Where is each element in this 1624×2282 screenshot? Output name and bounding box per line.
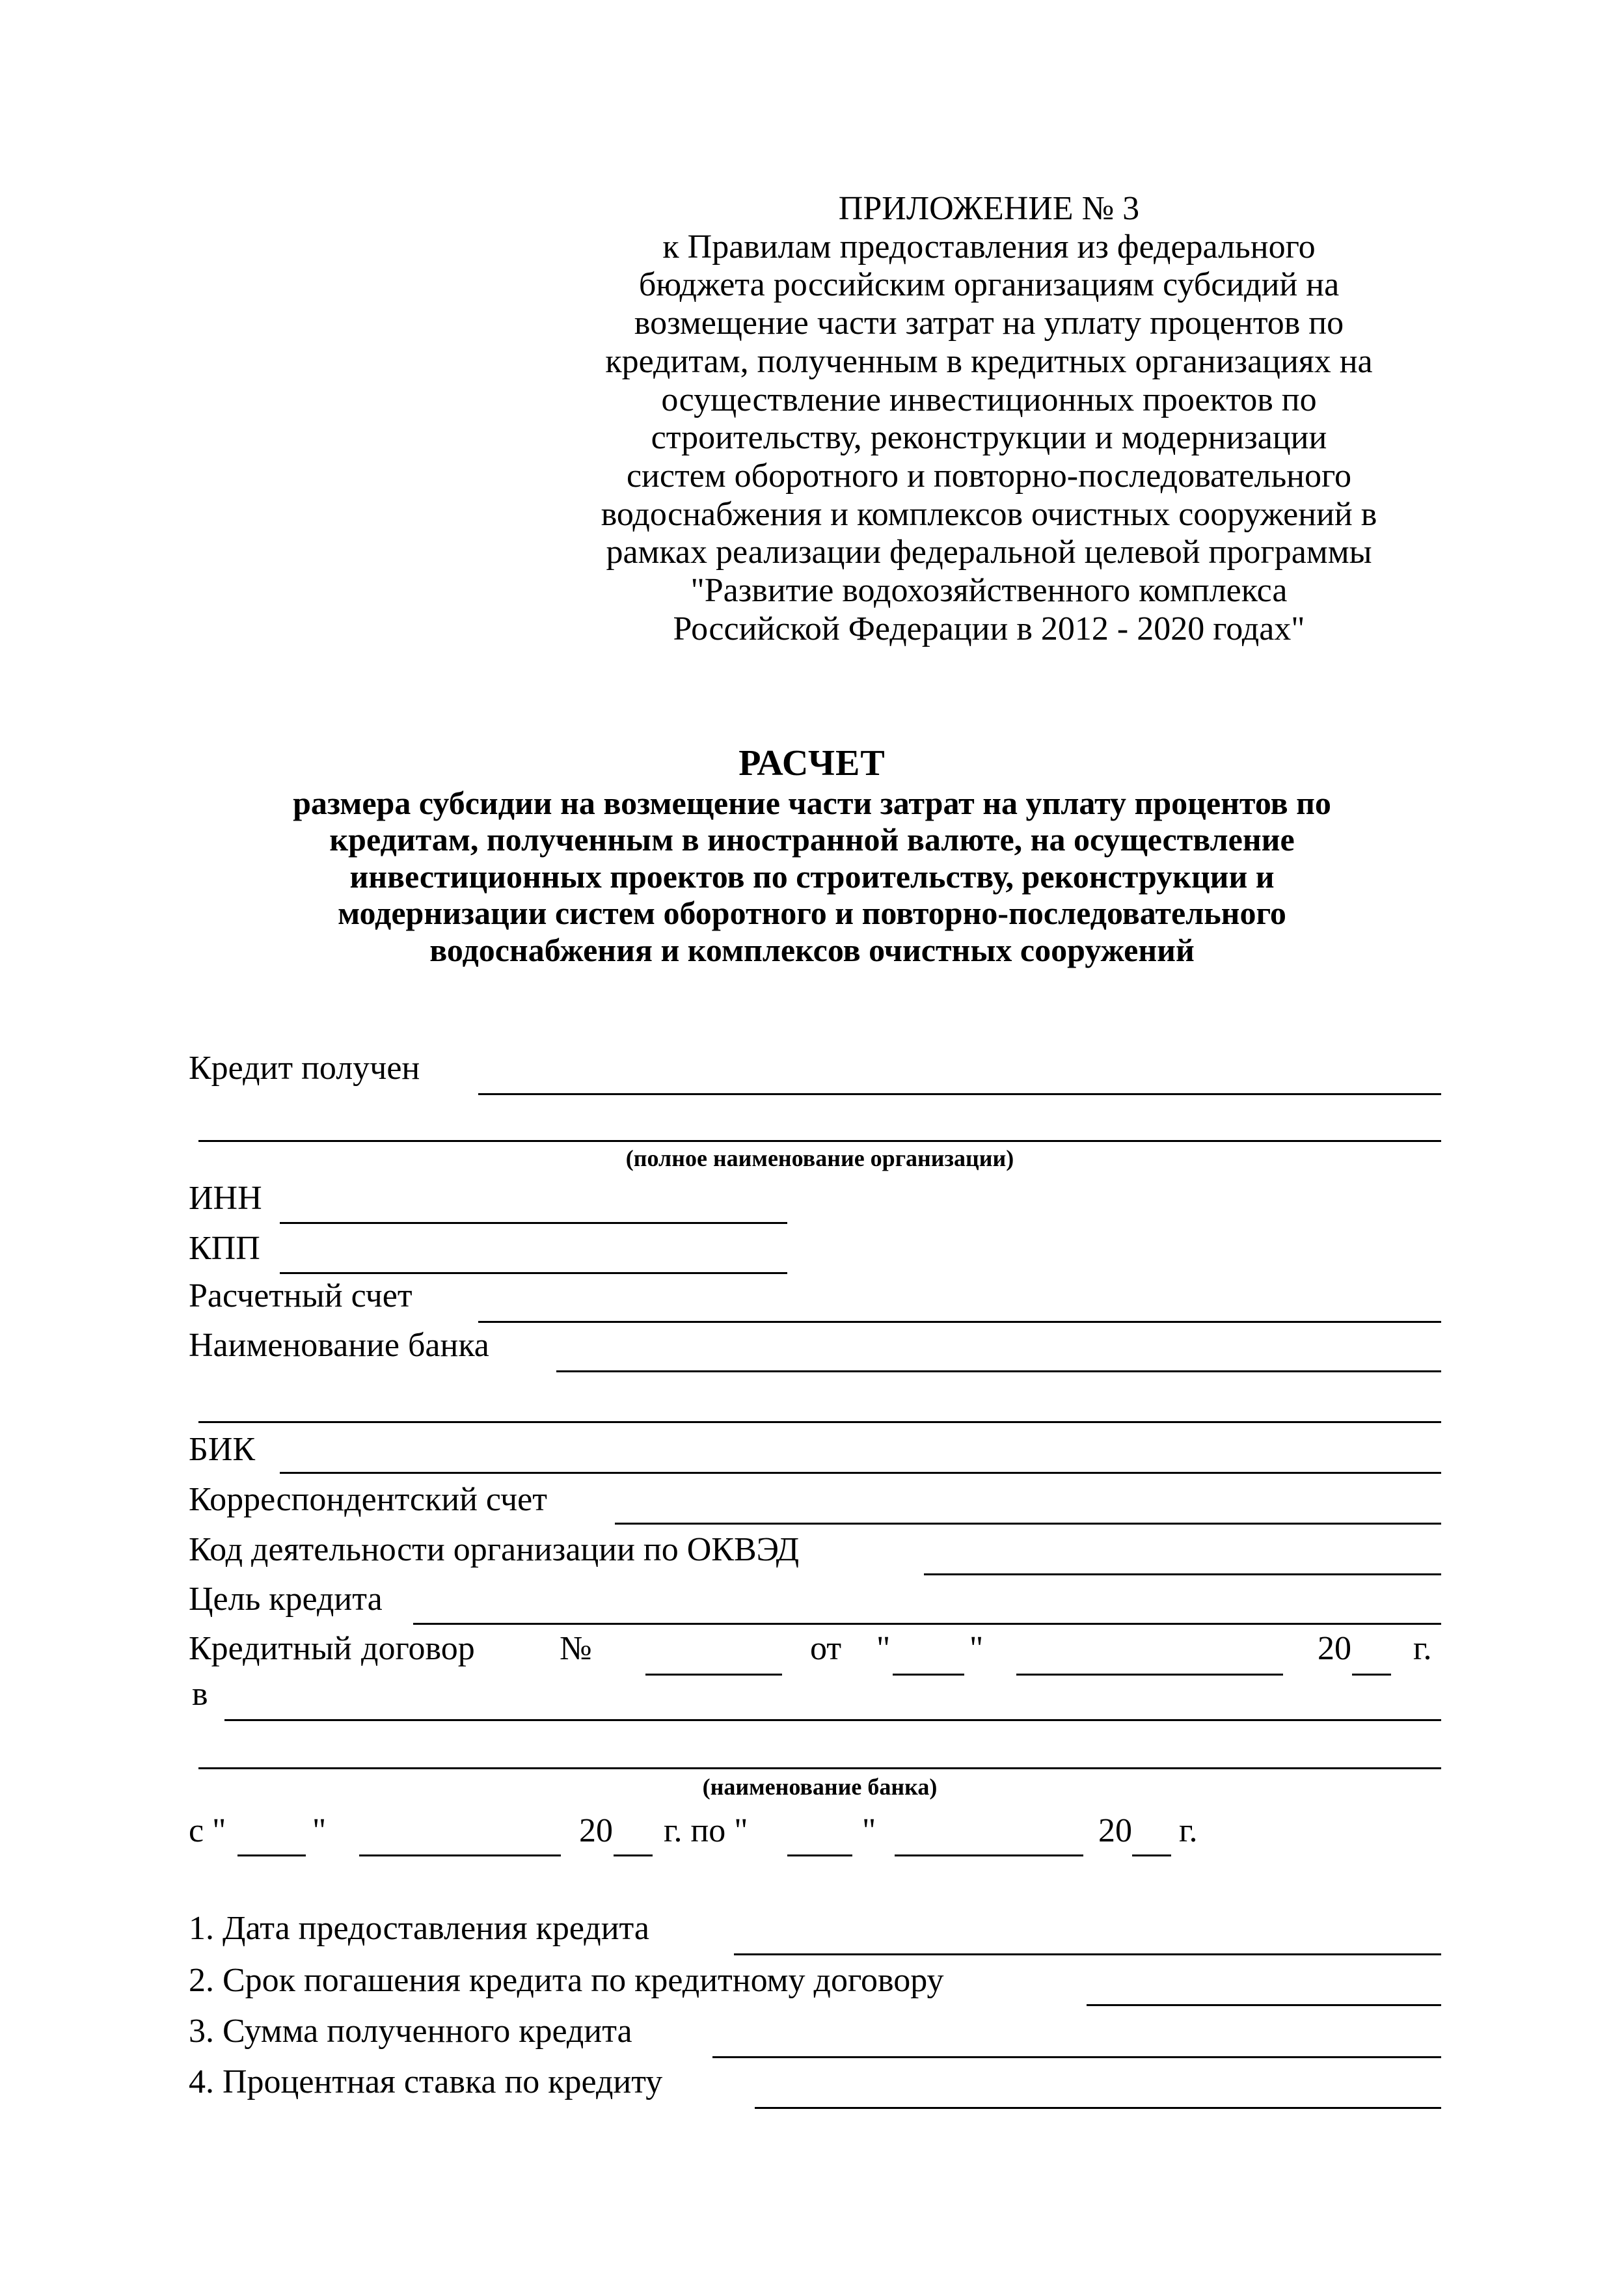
document-title (163, 742, 1461, 968)
okved-label: Код деятельности организации по ОКВЭД (189, 1531, 800, 1568)
period-start-year-field[interactable] (614, 1854, 653, 1856)
appendix-line: осуществление инвестиционных проектов по (661, 381, 1317, 418)
organization-caption: (полное наименование организации) (625, 1145, 1014, 1171)
account-label: Расчетный счет (189, 1277, 413, 1314)
repayment-term-field[interactable] (1087, 2004, 1441, 2006)
bank-name-field-continued[interactable] (198, 1421, 1441, 1423)
item-interest-rate: 4. Процентная ставка по кредиту (189, 2063, 663, 2100)
contract-label: Кредитный (189, 1630, 352, 1667)
bank-name-label: Наименование банка (189, 1327, 489, 1364)
appendix-line: возмещение части затрат на уплату процентов по (634, 305, 1344, 342)
appendix-line: к Правилам предоставления из федерального (662, 228, 1316, 265)
appendix-line: "Развитие водохозяйственного комплекса (690, 572, 1288, 610)
kpp-label: КПП (189, 1230, 260, 1267)
item-repayment-term: 2. Срок погашения кредита по кредитному договору (189, 1962, 944, 1999)
contract-from-label: от (810, 1630, 842, 1667)
title-line: размера субсидии на возмещение части затрат на уплату процентов по (293, 785, 1331, 821)
title-line: инвестиционных проектов по строительству, реконструкции и (349, 858, 1275, 895)
appendix-line: рамках реализации федеральной целевой программы (606, 534, 1372, 571)
inn-field[interactable] (280, 1222, 787, 1224)
item-credit-date: 1. Дата предоставления кредита (189, 1910, 649, 1947)
period-end-month-field[interactable] (895, 1854, 1083, 1856)
appendix-header (521, 190, 1457, 648)
title-line: водоснабжения и комплексов очистных сооружений (429, 931, 1195, 968)
interest-rate-field[interactable] (755, 2107, 1441, 2109)
contract-quote-open: " (876, 1630, 891, 1667)
contract-number-field[interactable] (645, 1674, 782, 1676)
appendix-line: бюджета российским организациям субсидий на (638, 266, 1340, 304)
bank-name-field[interactable] (556, 1370, 1441, 1372)
contract-day-field[interactable] (893, 1674, 964, 1676)
credit-purpose-field[interactable] (413, 1623, 1441, 1625)
period-quote-2: " (862, 1812, 876, 1849)
inn-label: ИНН (189, 1180, 262, 1217)
period-start-month-field[interactable] (359, 1854, 561, 1856)
bank-caption: (наименование банка) (702, 1774, 938, 1800)
period-from-label: с " (189, 1812, 226, 1849)
title-line: кредитам, полученным в иностранной валюте, на осуществление (329, 821, 1295, 858)
contract-label-2: договор (361, 1630, 475, 1667)
kpp-field[interactable] (280, 1272, 787, 1274)
credit-purpose-label: Цель кредита (189, 1581, 383, 1618)
credit-date-field[interactable] (734, 1953, 1441, 1955)
bank-field-continued[interactable] (198, 1767, 1441, 1769)
appendix-line: систем оборотного и повторно-последовательного (626, 457, 1352, 495)
period-end-suffix: г. (1179, 1812, 1198, 1849)
okved-field[interactable] (924, 1573, 1441, 1575)
contract-year-field[interactable] (1352, 1674, 1391, 1676)
credit-received-label: Кредит получен (189, 1050, 420, 1087)
bank-field[interactable] (224, 1719, 1441, 1721)
contract-number-sign: № (560, 1630, 592, 1667)
appendix-line: водоснабжения и комплексов очистных сооружений в (601, 495, 1377, 533)
corr-account-label: Корреспондентский счет (189, 1481, 547, 1518)
bik-label: БИК (189, 1431, 256, 1468)
period-quote-1: " (312, 1812, 327, 1849)
credit-amount-field[interactable] (712, 2056, 1441, 2058)
credit-received-field[interactable] (478, 1093, 1441, 1095)
organization-name-field[interactable] (198, 1140, 1441, 1142)
period-end-day-field[interactable] (787, 1854, 852, 1856)
period-end-year-field[interactable] (1132, 1854, 1171, 1856)
contract-quote-close: " (969, 1630, 984, 1667)
period-end-year-prefix: 20 (1098, 1812, 1132, 1849)
appendix-title: ПРИЛОЖЕНИЕ № 3 (838, 190, 1140, 227)
period-to-label: г. по " (664, 1812, 748, 1849)
contract-year-suffix: г. (1413, 1630, 1432, 1667)
appendix-line: кредитам, полученным в кредитных организациях на (605, 342, 1373, 380)
account-field[interactable] (478, 1321, 1441, 1323)
title-line: модернизации систем оборотного и повторно-последовательного (338, 895, 1286, 932)
item-credit-amount: 3. Сумма полученного кредита (189, 2013, 632, 2050)
contract-year-prefix: 20 (1318, 1630, 1351, 1667)
corr-account-field[interactable] (615, 1523, 1441, 1525)
in-bank-label: в (192, 1676, 208, 1713)
period-start-year-prefix: 20 (579, 1812, 613, 1849)
period-start-day-field[interactable] (237, 1854, 306, 1856)
contract-month-field[interactable] (1016, 1674, 1283, 1676)
bik-field[interactable] (280, 1472, 1441, 1474)
title-heading: РАСЧЕТ (738, 743, 886, 783)
appendix-line: строительству, реконструкции и модернизации (651, 419, 1327, 457)
appendix-line: Российской Федерации в 2012 - 2020 годах" (673, 610, 1305, 647)
